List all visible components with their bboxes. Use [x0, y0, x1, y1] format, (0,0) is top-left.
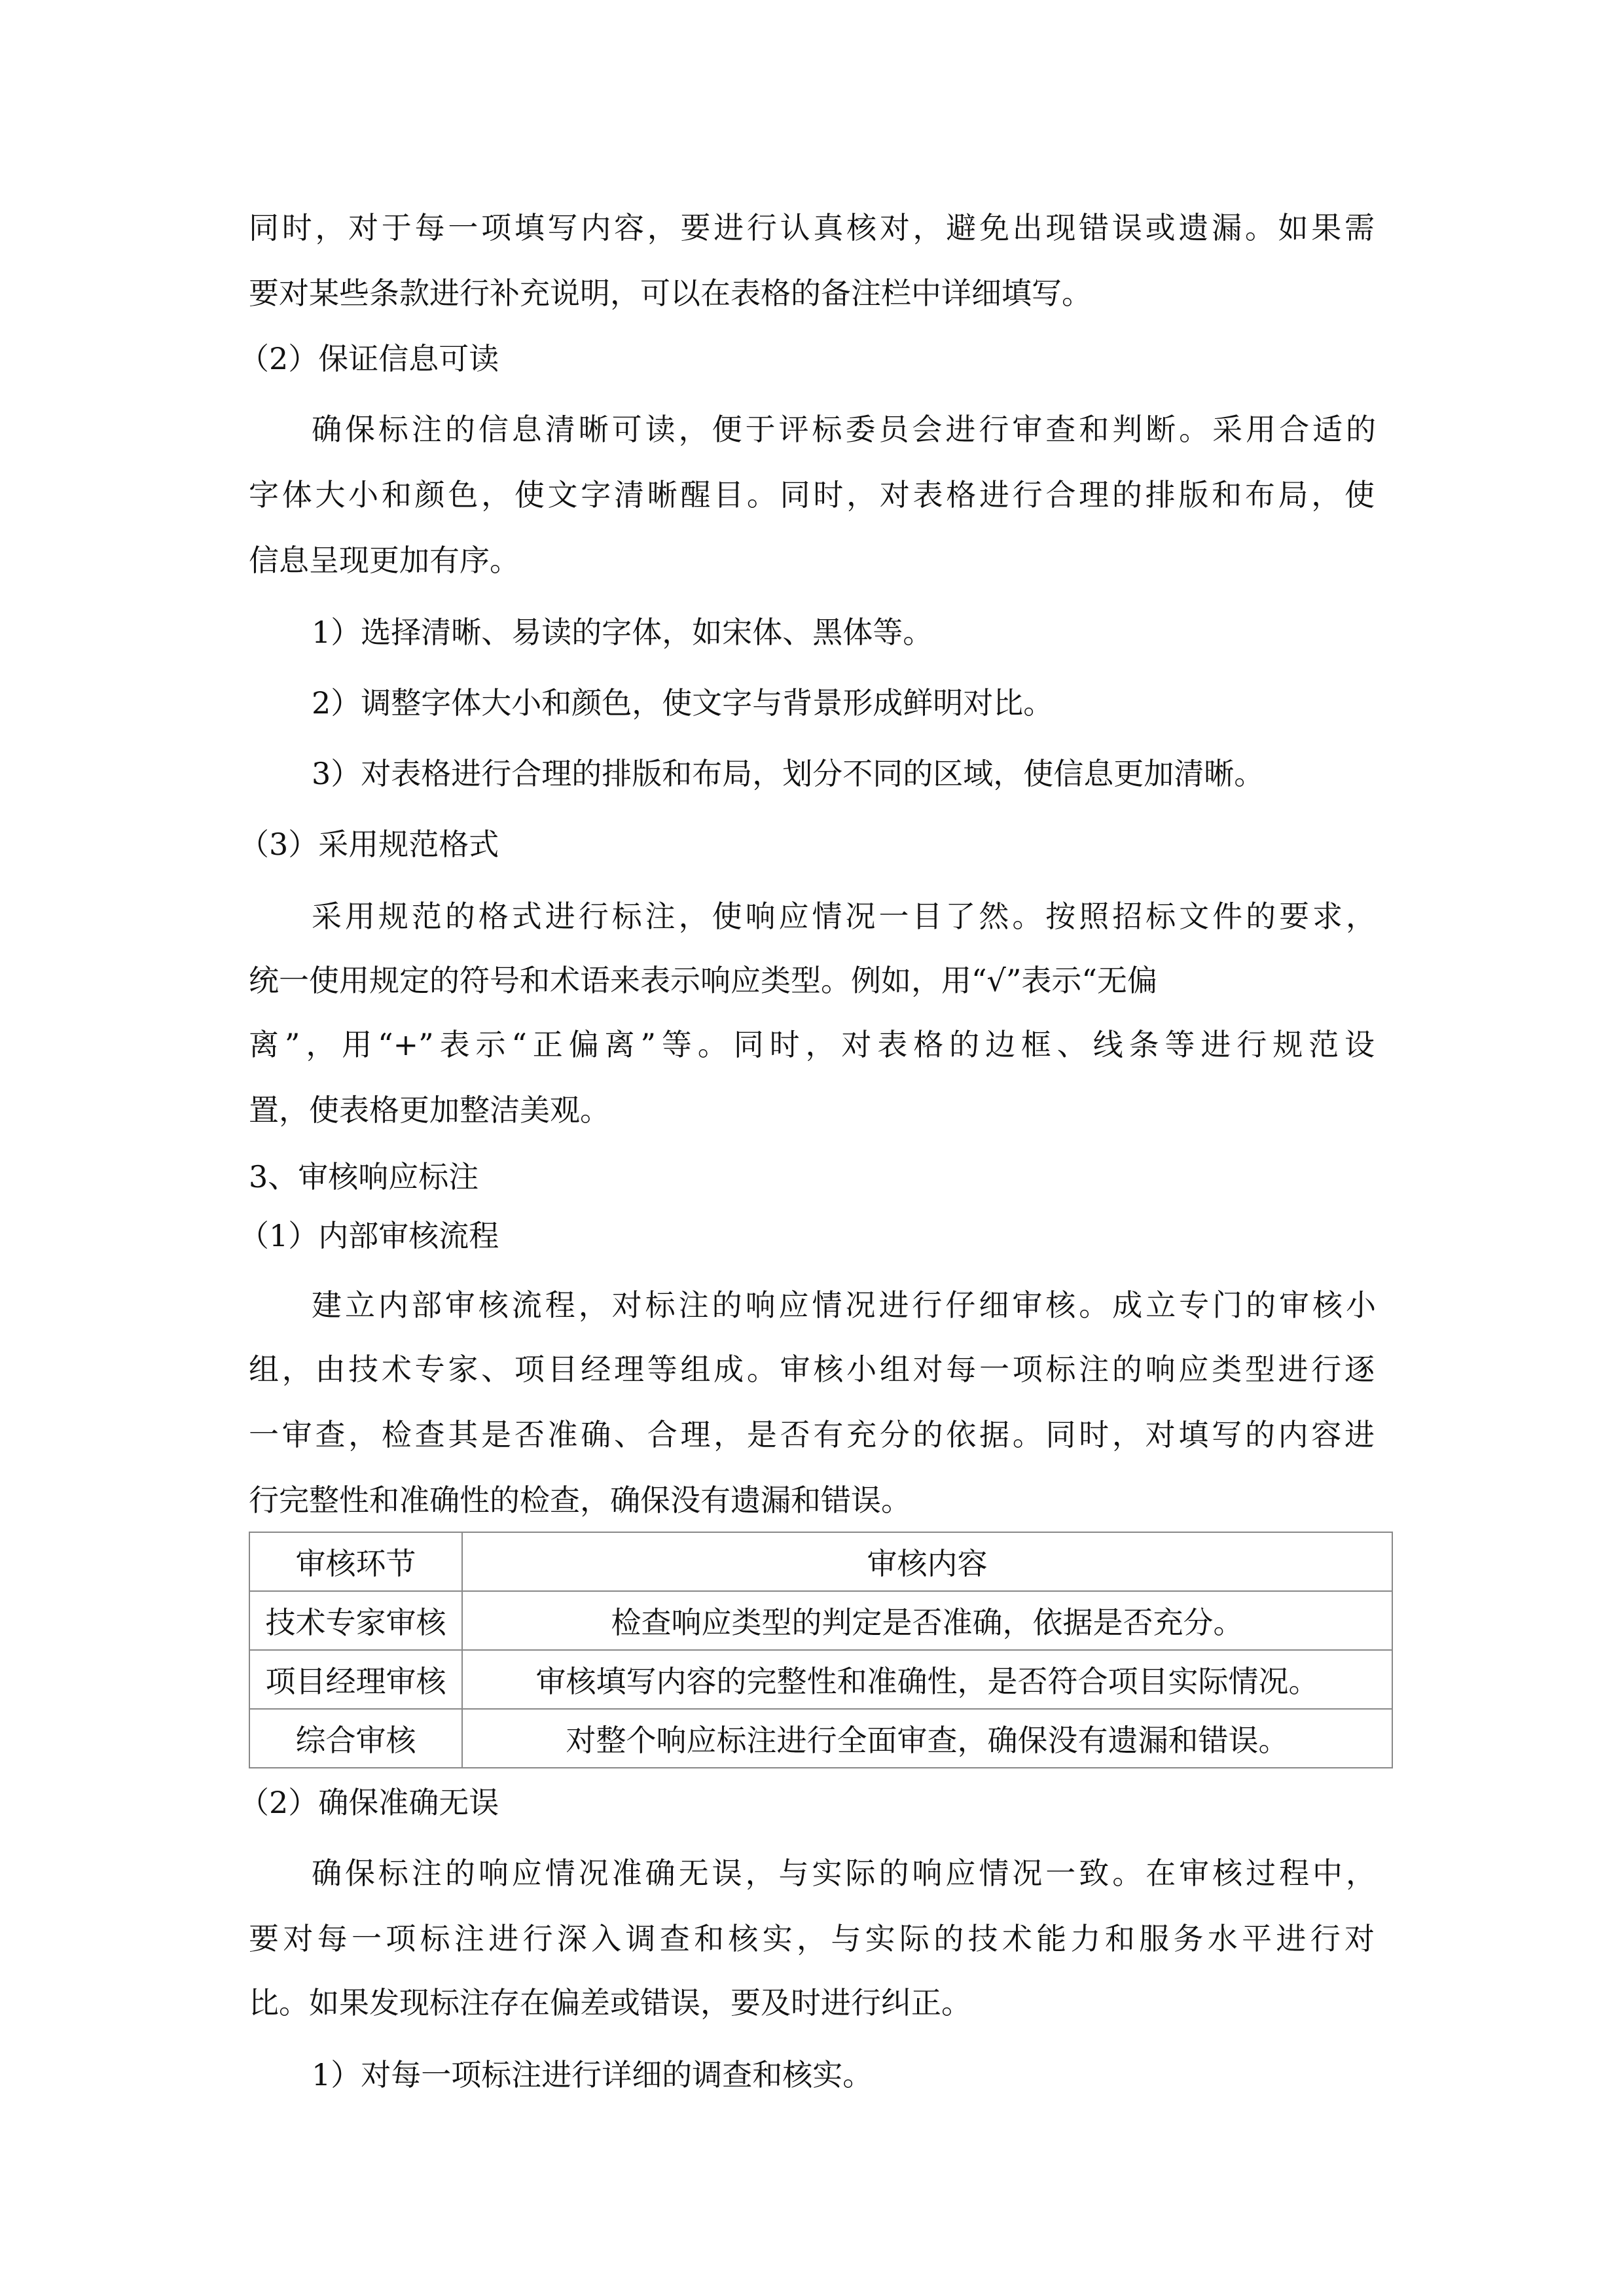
table-cell: 检查响应类型的判定是否准确，依据是否充分。: [462, 1591, 1392, 1650]
paragraph-line: 组，由技术专家、项目经理等组成。审核小组对每一项标注的响应类型进行逐: [249, 1352, 1375, 1387]
review-table: [249, 1532, 1393, 1768]
paragraph-line: 确保标注的响应情况准确无误，与实际的响应情况一致。在审核过程中，: [312, 1856, 1376, 1891]
table-cell: 审核填写内容的完整性和准确性，是否符合项目实际情况。: [462, 1650, 1392, 1709]
subheading-ensure-accuracy: （2）确保准确无误: [239, 1785, 499, 1820]
paragraph-line: 要对某些条款进行补充说明，可以在表格的备注栏中详细填写。: [249, 276, 1092, 311]
table-cell: 综合审核: [249, 1709, 462, 1768]
paragraph-line: 确保标注的信息清晰可读，便于评标委员会进行审查和判断。采用合适的: [312, 412, 1376, 447]
list-item: 1）对每一项标注进行详细的调查和核实。: [312, 2057, 873, 2092]
section-heading-review: 3、审核响应标注: [249, 1159, 479, 1194]
table-header-cell: 审核内容: [462, 1532, 1392, 1591]
table-header-row: [249, 1532, 1392, 1591]
subheading-ensure-readable: （2）保证信息可读: [239, 341, 499, 376]
table-row: [249, 1650, 1392, 1709]
paragraph-line: 比。如果发现标注存在偏差或错误，要及时进行纠正。: [249, 1985, 971, 2020]
paragraph-line: 一审查，检查其是否准确、合理，是否有充分的依据。同时，对填写的内容进: [249, 1417, 1375, 1452]
paragraph-line: 离”，用“+”表示“正偏离”等。同时，对表格的边框、线条等进行规范设: [249, 1027, 1375, 1062]
paragraph-line: 统一使用规定的符号和术语来表示响应类型。例如，用“√”表示“无偏: [249, 963, 1157, 998]
paragraph-line: 信息呈现更加有序。: [249, 543, 520, 578]
paragraph-line: 采用规范的格式进行标注，使响应情况一目了然。按照招标文件的要求，: [312, 899, 1376, 934]
paragraph-line: 字体大小和颜色，使文字清晰醒目。同时，对表格进行合理的排版和布局，使: [249, 477, 1375, 512]
paragraph-line: 要对每一项标注进行深入调查和核实，与实际的技术能力和服务水平进行对: [249, 1921, 1375, 1956]
table-row: [249, 1709, 1392, 1768]
list-item: 1）选择清晰、易读的字体，如宋体、黑体等。: [312, 615, 933, 650]
list-item: 3）对表格进行合理的排版和布局，划分不同的区域，使信息更加清晰。: [312, 756, 1265, 791]
subheading-standard-format: （3）采用规范格式: [239, 827, 499, 862]
paragraph-line: 同时，对于每一项填写内容，要进行认真核对，避免出现错误或遗漏。如果需: [249, 210, 1375, 245]
paragraph-line: 建立内部审核流程，对标注的响应情况进行仔细审核。成立专门的审核小: [312, 1287, 1376, 1323]
list-item: 2）调整字体大小和颜色，使文字与背景形成鲜明对比。: [312, 685, 1054, 721]
table-cell: 技术专家审核: [249, 1591, 462, 1650]
table-cell: 对整个响应标注进行全面审查，确保没有遗漏和错误。: [462, 1709, 1392, 1768]
table-row: [249, 1591, 1392, 1650]
paragraph-line: 置，使表格更加整洁美观。: [249, 1092, 610, 1128]
subheading-internal-review: （1）内部审核流程: [239, 1218, 499, 1253]
table-header-cell: 审核环节: [249, 1532, 462, 1591]
table-cell: 项目经理审核: [249, 1650, 462, 1709]
paragraph-line: 行完整性和准确性的检查，确保没有遗漏和错误。: [249, 1482, 911, 1518]
